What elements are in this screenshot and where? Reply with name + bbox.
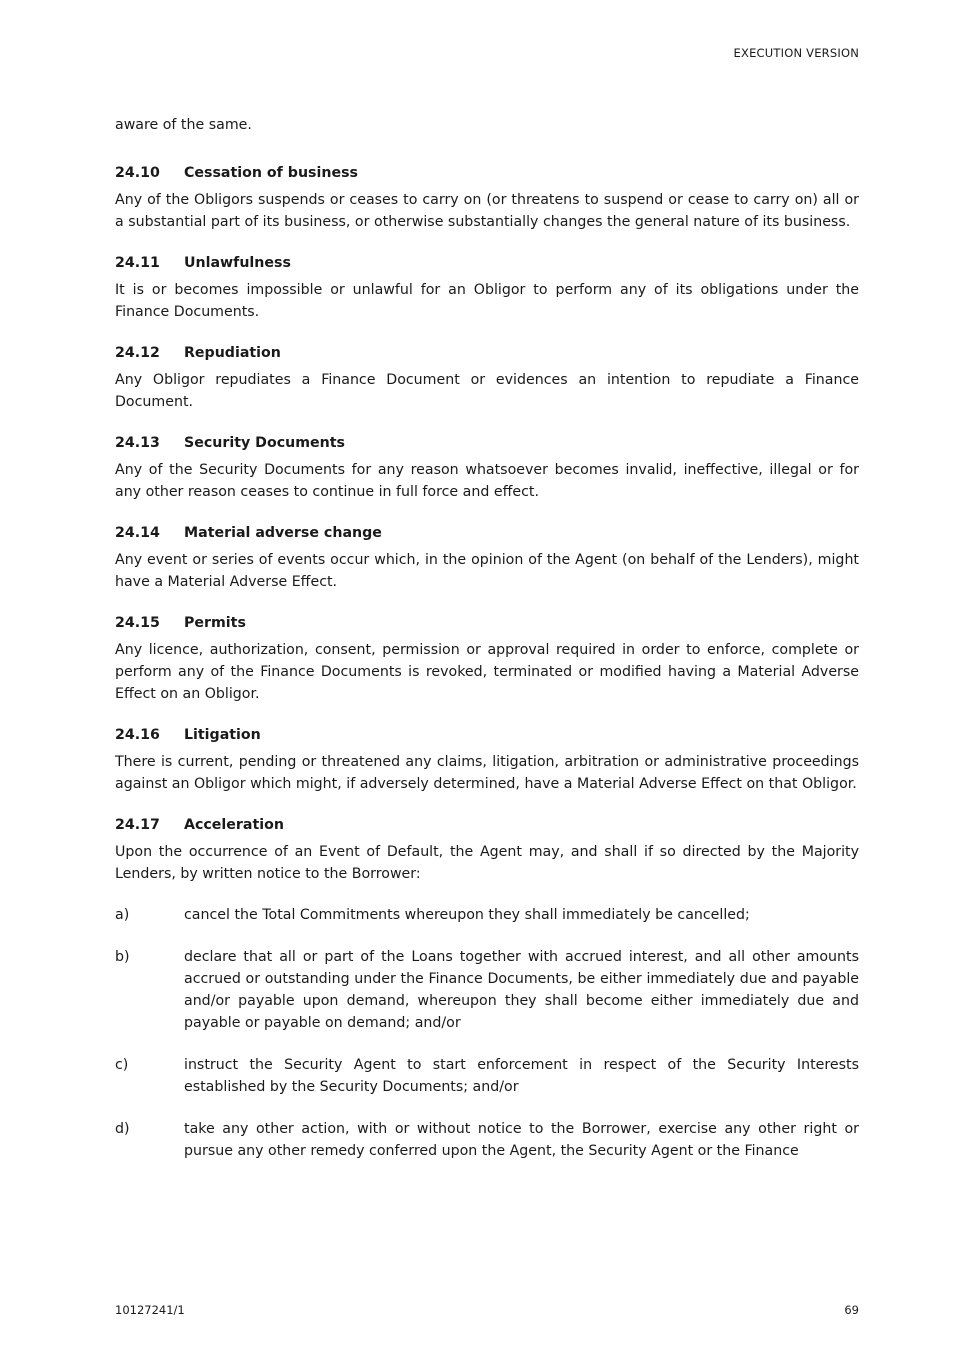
- clause-number: 24.10: [115, 165, 160, 181]
- clause-heading: [115, 162, 859, 184]
- list-item-text: instruct the Security Agent to start enforcement in respect of the Security Interests established by the Security Documents; and/or: [184, 1057, 859, 1095]
- clause-24-13: [115, 432, 859, 503]
- clause-body: Any event or series of events occur which, in the opinion of the Agent (on behalf of the Lenders), might have a Material Adverse Effect.: [115, 552, 859, 590]
- list-item: [115, 904, 859, 926]
- clause-24-11: [115, 252, 859, 323]
- document-body: [115, 114, 859, 1182]
- clause-body: Any licence, authorization, consent, permission or approval required in order to enforce, complete or perform any of the Finance Documents is revoked, terminated or modified having a Material Adverse Effect on an Obligor.: [115, 642, 859, 702]
- clause-body: There is current, pending or threatened any claims, litigation, arbitration or administrative proceedings against an Obligor which might, if adversely determined, have a Material Adverse Effect on that Obligor.: [115, 754, 859, 792]
- clause-number: 24.16: [115, 727, 160, 743]
- clause-24-16: [115, 724, 859, 795]
- clause-title: Material adverse change: [184, 525, 382, 541]
- clause-title: Security Documents: [184, 435, 345, 451]
- list-item-label: d): [115, 1121, 130, 1137]
- clause-heading: [115, 724, 859, 746]
- clause-heading: [115, 612, 859, 634]
- clause-24-10: [115, 162, 859, 233]
- clause-number: 24.15: [115, 615, 160, 631]
- clause-heading: [115, 814, 859, 836]
- clause-heading: [115, 522, 859, 544]
- page-number: 69: [844, 1303, 859, 1317]
- clause-heading: [115, 342, 859, 364]
- list-item-label: c): [115, 1057, 129, 1073]
- document-version-header: EXECUTION VERSION: [733, 46, 859, 60]
- list-item-label: b): [115, 949, 130, 965]
- clause-title: Permits: [184, 615, 246, 631]
- clause-24-12: [115, 342, 859, 413]
- clause-number: 24.13: [115, 435, 160, 451]
- clause-body: It is or becomes impossible or unlawful for an Obligor to perform any of its obligations under the Finance Documents.: [115, 282, 859, 320]
- clause-title: Acceleration: [184, 817, 284, 833]
- clause-number: 24.12: [115, 345, 160, 361]
- clause-body: Any of the Security Documents for any reason whatsoever becomes invalid, ineffective, illegal or for any other reason ceases to continue in full force and effect.: [115, 462, 859, 500]
- list-item: [115, 1054, 859, 1098]
- clause-number: 24.11: [115, 255, 160, 271]
- clause-heading: [115, 252, 859, 274]
- clause-heading: [115, 432, 859, 454]
- list-item-text: cancel the Total Commitments whereupon they shall immediately be cancelled;: [184, 907, 750, 923]
- clause-24-17: [115, 814, 859, 885]
- clause-number: 24.14: [115, 525, 160, 541]
- list-item: [115, 1118, 859, 1162]
- list-item-text: declare that all or part of the Loans together with accrued interest, and all other amounts accrued or outstanding under the Finance Documents, be either immediately due and payable and/or payable upon demand, whereupon they shall become either immediately due and payable or payable on demand; and/or: [184, 949, 859, 1031]
- clause-title: Litigation: [184, 727, 261, 743]
- clause-title: Repudiation: [184, 345, 281, 361]
- clause-body: Any Obligor repudiates a Finance Document or evidences an intention to repudiate a Finance Document.: [115, 372, 859, 410]
- document-id-footer: 10127241/1: [115, 1303, 185, 1317]
- clause-title: Unlawfulness: [184, 255, 291, 271]
- list-item-text: take any other action, with or without notice to the Borrower, exercise any other right or pursue any other remedy conferred upon the Agent, the Security Agent or the Finance: [184, 1121, 859, 1159]
- list-item: [115, 946, 859, 1034]
- clause-24-15: [115, 612, 859, 705]
- list-item-label: a): [115, 907, 130, 923]
- clause-body: Any of the Obligors suspends or ceases to carry on (or threatens to suspend or cease to carry on) all or a substantial part of its business, or otherwise substantially changes the general nature of its business.: [115, 192, 859, 230]
- clause-body: Upon the occurrence of an Event of Default, the Agent may, and shall if so directed by the Majority Lenders, by written notice to the Borrower:: [115, 844, 859, 882]
- clause-title: Cessation of business: [184, 165, 358, 181]
- clause-number: 24.17: [115, 817, 160, 833]
- continuation-text: aware of the same.: [115, 117, 252, 133]
- clause-24-14: [115, 522, 859, 593]
